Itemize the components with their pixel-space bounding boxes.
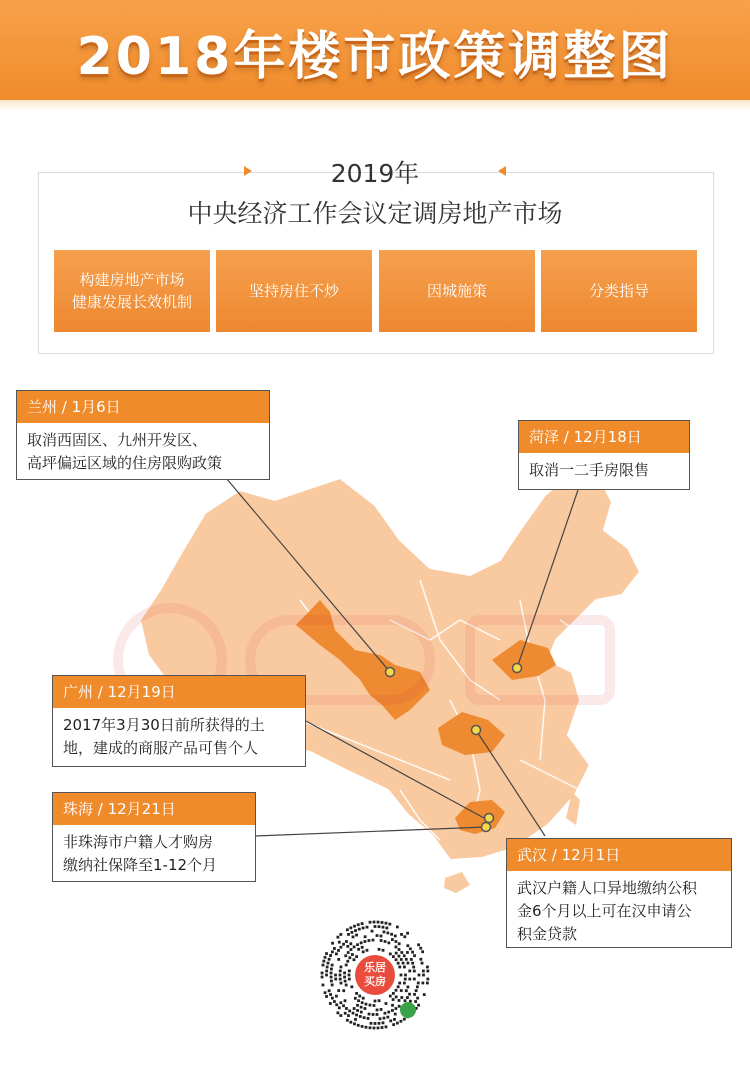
callout-line: 积金贷款 (517, 925, 578, 943)
logo-text: 买房 (364, 975, 386, 988)
policy-card (379, 250, 535, 332)
policy-card-line: 健康发展长效机制 (71, 293, 192, 311)
callout-line: 取消西固区、九州开发区、 (27, 431, 208, 449)
callout-line: 高坪偏远区域的住房限购政策 (27, 454, 223, 472)
callout-line: 武汉户籍人口异地缴纳公积 (517, 879, 698, 897)
header-stripe (0, 100, 750, 112)
mini-program-icon (400, 1002, 416, 1018)
callout-head: 武汉 / 12月1日 (507, 839, 731, 871)
mini-program-qr-code[interactable] (318, 918, 432, 1032)
logo-text: 乐居 (364, 961, 386, 974)
heze-marker-icon (513, 664, 522, 673)
callout-body (53, 708, 305, 766)
policy-year: 2019年 (330, 159, 420, 188)
callout-line: 地，建成的商服产品可售个人 (63, 739, 259, 757)
policy-card-line: 因城施策 (426, 282, 487, 300)
policy-card-line: 构建房地产市场 (79, 271, 185, 289)
callout-zhuhai (52, 792, 256, 882)
guangzhou-marker-icon (485, 814, 494, 823)
callout-lanzhou (16, 390, 270, 480)
callout-line: 缴纳社保降至1-12个月 (63, 856, 218, 874)
policy-card (54, 250, 210, 332)
policy-card-line: 分类指导 (588, 282, 649, 300)
callout-body (507, 871, 731, 952)
callout-line: 2017年3月30日前所获得的土 (63, 716, 265, 734)
policy-cards (54, 250, 698, 332)
zhuhai-marker-icon (482, 823, 491, 832)
callout-line: 非珠海市户籍人才购房 (63, 833, 214, 851)
page-title: 2018年楼市政策调整图 (76, 27, 674, 87)
callout-head: 广州 / 12月19日 (53, 676, 305, 708)
policy-card-line: 坚持房住不炒 (248, 282, 339, 300)
callout-head: 珠海 / 12月21日 (53, 793, 255, 825)
callout-head: 兰州 / 1月6日 (17, 391, 269, 423)
callout-body (17, 423, 269, 481)
callout-wuhan (506, 838, 732, 948)
callout-heze (518, 420, 690, 490)
callout-line: 金6个月以上可在汉申请公 (517, 902, 692, 920)
policy-card (541, 250, 697, 332)
callout-line: 取消一二手房限售 (529, 461, 650, 479)
callout-head: 菏泽 / 12月18日 (519, 421, 689, 453)
callout-body (53, 825, 255, 883)
callout-guangzhou (52, 675, 306, 767)
leju-logo (355, 955, 395, 995)
policy-card (216, 250, 372, 332)
callout-body (519, 453, 689, 488)
policy-heading: 中央经济工作会议定调房地产市场 (187, 199, 563, 228)
lanzhou-marker-icon (386, 668, 395, 677)
wuhan-marker-icon (472, 726, 481, 735)
